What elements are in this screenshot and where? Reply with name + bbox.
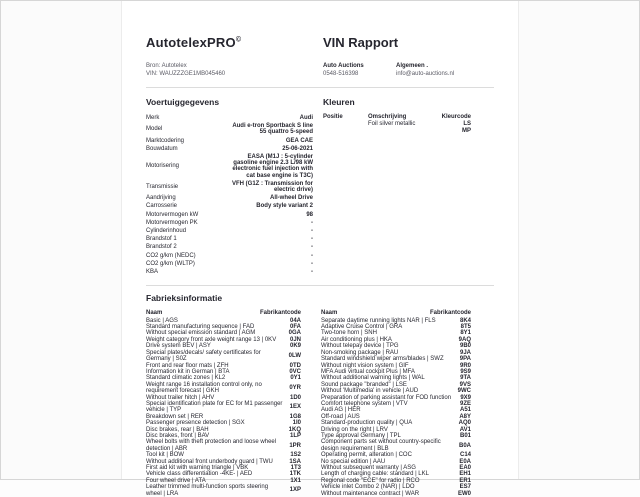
colors-table <box>323 114 471 134</box>
factory-section <box>146 293 494 497</box>
factory-row-naam: Breakdown set | RER <box>146 413 204 420</box>
factory-row-code: AQ0 <box>458 420 471 427</box>
vehicle-row-value: EASA (M1J : 5-cylinder gasoline engine 2.3 L/98 kW electronic fuel injection with cat base engine is T3C) <box>232 154 313 179</box>
factory-row-naam: Without subsequent warranty | ASG <box>321 465 416 472</box>
vehicle-row-label: Model <box>146 126 163 133</box>
factory-row-code: 9ZE <box>459 400 471 407</box>
factory-row-code: 1SA <box>289 458 301 465</box>
factory-row-code: 9JA <box>459 349 471 356</box>
vehicle-row-label: Marktcodering <box>146 137 185 144</box>
vehicle-row <box>146 252 313 260</box>
vehicle-row <box>146 122 313 136</box>
vehicle-row-value: Body style variant 2 <box>256 203 313 210</box>
factory-row-code: EA0 <box>459 465 471 472</box>
factory-right-header <box>321 310 471 316</box>
factory-row-naam: Front and rear floor mats | ZFH <box>146 362 229 369</box>
vehicle-row-label: Bouwdatum <box>146 145 178 152</box>
vehicle-row-value: - <box>311 219 313 226</box>
factory-row-code: 9R0 <box>459 362 471 369</box>
factory-row-naam: Non-smoking package | RAU <box>321 349 399 356</box>
factory-row-code: 0FA <box>289 324 301 331</box>
vehicle-row-value: - <box>311 252 313 259</box>
vehicle-row-label: CO2 g/km (NEDC) <box>146 252 196 259</box>
factory-left-header-code: Fabrikantcode <box>259 310 301 317</box>
factory-row-code: 1TK <box>289 471 301 478</box>
factory-row-code: A8Y <box>459 413 471 420</box>
vehicle-row <box>146 137 313 145</box>
factory-row-code: 9PA <box>459 356 471 363</box>
colors-row-positie <box>323 128 368 134</box>
factory-row-code: 0JN <box>289 336 301 343</box>
vehicle-row <box>146 180 313 194</box>
factory-row-code: B01 <box>459 432 471 439</box>
factory-row-naam: Without trailer hitch | AHV <box>146 394 215 401</box>
colors-row-kleurcode: LS <box>463 121 471 128</box>
factory-row-naam: Component parts set without country-specific design requirement | BLB <box>321 439 441 452</box>
factory-row-naam: Vehicle inlet Combo 2 (NAR) | LDO <box>321 484 415 491</box>
factory-row <box>146 439 301 452</box>
report-header <box>146 35 494 50</box>
colors-row-omschrijving: Foil silver metallic <box>368 121 416 128</box>
section-divider <box>146 285 494 286</box>
factory-row-code: 1KQ <box>288 426 301 433</box>
factory-section-title: Fabrieksinformatie <box>146 293 223 304</box>
factory-row-naam: Without telepay device | TPG <box>321 343 399 350</box>
factory-left-header <box>146 310 301 316</box>
contact-label: Algemeen . <box>396 63 429 69</box>
vehicle-row-label: Merk <box>146 115 160 121</box>
vehicle-row-label: Transmissie <box>146 183 179 190</box>
vehicle-row <box>146 235 313 243</box>
factory-row-code: AV1 <box>459 426 471 433</box>
factory-row-naam: Driving on the right | LRV <box>321 426 388 433</box>
vehicle-row-label: Cylinderinhoud <box>146 228 187 235</box>
factory-row-code: 1T3 <box>290 465 301 472</box>
factory-row-code: B0A <box>458 442 471 449</box>
factory-row-naam: Disc brakes, front | BAV <box>146 432 210 439</box>
company-phone: 0548-516398 <box>323 70 359 77</box>
factory-row-code: 1XP <box>289 487 301 494</box>
factory-row-naam: Four wheel drive | ATA <box>146 477 206 484</box>
factory-row <box>321 491 471 497</box>
factory-row-naam: Information kit in German | BTA <box>146 368 230 375</box>
vehicle-table <box>146 114 313 276</box>
source-label: Bron: Autotelex <box>146 63 187 69</box>
colors-table-header <box>323 114 471 120</box>
factory-row-code: 8Y1 <box>460 330 471 337</box>
factory-table-right <box>321 310 471 497</box>
factory-row <box>146 484 301 497</box>
factory-row-naam: Type approval Germany | TPL <box>321 432 401 439</box>
factory-row-naam: Without maintenance contract | WAR <box>321 490 420 497</box>
factory-row-code: 0GA <box>288 330 301 337</box>
factory-row-naam: Without 'Multimedia' in vehicle | AUD <box>321 388 419 395</box>
vehicle-row-label: Brandstof 1 <box>146 236 177 243</box>
factory-row-naam: Separate daytime running lights NAR | FLS <box>321 317 436 324</box>
factory-row-naam: Weight category front axle weight range 13 | 0KV <box>146 336 277 343</box>
source-block <box>146 63 323 78</box>
vehicle-row-label: Motorvermogen PK <box>146 219 198 226</box>
factory-row-code: 9X9 <box>460 394 471 401</box>
vehicle-row <box>146 145 313 153</box>
vehicle-row <box>146 268 313 276</box>
factory-left-header-naam: Naam <box>146 310 163 317</box>
factory-row-naam: Special identification plate for EC for M1 passenger vehicle | TYP <box>146 400 283 414</box>
factory-row-naam: Drive system BEV | ASY <box>146 343 211 350</box>
factory-row <box>146 350 301 363</box>
vehicle-row-value: Audi e-tron Sportback S line 55 quattro 5-speed <box>232 123 313 136</box>
factory-row-naam: Without additional front underbody guard | TWU <box>146 458 273 465</box>
factory-row-naam: Standard-production quality | QUA <box>321 420 413 427</box>
factory-row-code: 0LW <box>288 352 301 359</box>
colors-row-kleurcode: MP <box>462 127 471 134</box>
factory-row-naam: First aid kit with warning triangle | VBK <box>146 465 249 472</box>
factory-row-code: 9AQ <box>458 336 471 343</box>
vehicle-row-label: Motorvermogen kW <box>146 211 199 218</box>
factory-row-code: 0VC <box>289 368 301 375</box>
factory-row-naam: Disc brakes, rear | BAH <box>146 426 209 433</box>
factory-row-code: 0K9 <box>289 343 301 350</box>
vehicle-row <box>146 219 313 227</box>
company-block <box>323 63 396 78</box>
brand-title <box>146 35 323 50</box>
company-name: Auto Auctions <box>323 63 364 69</box>
factory-row-code: 0Y1 <box>290 375 301 382</box>
report-page <box>121 1 519 497</box>
factory-row-naam: Without additional warning lights | WAL <box>321 375 425 382</box>
factory-row-code: E0A <box>459 458 471 465</box>
factory-row-code: 9B0 <box>459 343 471 350</box>
factory-row-code: 0TD <box>289 362 301 369</box>
vehicle-row-value: - <box>311 269 313 276</box>
factory-row-naam: Sound package "branded" | LSE <box>321 381 407 388</box>
factory-row-naam: Preparation of parking assistant for FOD function <box>321 394 452 401</box>
factory-row-code: A51 <box>459 407 471 414</box>
vehicle-colors-section <box>146 95 494 276</box>
factory-row-code: 04A <box>289 317 301 324</box>
factory-row-code: 1PR <box>289 442 301 449</box>
factory-row-code: C14 <box>459 452 471 459</box>
vehicle-row-value: - <box>311 236 313 243</box>
contact-email: info@auto-auctions.nl <box>396 70 455 77</box>
vin-label: VIN: WAUZZZGE1MB045460 <box>146 70 226 77</box>
vehicle-row-label: Brandstof 2 <box>146 244 177 251</box>
colors-table-body <box>323 121 471 134</box>
colors-section <box>323 95 471 134</box>
vehicle-row-label: CO2 g/km (WLTP) <box>146 260 195 267</box>
factory-row-naam: Basic | AGS <box>146 317 178 324</box>
factory-row <box>146 382 301 395</box>
vehicle-row-value: 25-06-2021 <box>282 145 313 152</box>
factory-row <box>146 401 301 414</box>
factory-row-naam: Adaptive Cruise Control | GRA <box>321 324 403 331</box>
vehicle-row-value: VFH (G1Z : Transmission for electric drive) <box>231 180 313 194</box>
colors-row-omschrijving <box>368 128 431 134</box>
factory-row-code: 1LP <box>289 432 301 439</box>
vehicle-row-value: - <box>311 244 313 251</box>
factory-row-code: 9VS <box>459 381 471 388</box>
factory-row-naam: Special plates/decals/ safety certificates for Germany | S0Z <box>146 349 261 363</box>
factory-row-naam: Comfort telephone system | VTV <box>321 400 408 407</box>
vehicle-row-value: - <box>311 260 313 267</box>
factory-row-code: 1EX <box>289 404 301 411</box>
vehicle-section-title: Voertuiggegevens <box>146 97 220 107</box>
factory-row-naam: MFA Audi virtual cockpit Plus | MFA <box>321 368 415 375</box>
factory-row-code: EH1 <box>459 471 471 478</box>
factory-row-naam: Regional code "ECE" for radio | RCO <box>321 477 420 484</box>
colors-section-title: Kleuren <box>323 97 355 107</box>
vehicle-row <box>146 153 313 180</box>
factory-row-naam: No special edition | AAU <box>321 458 386 465</box>
factory-row-code: 0YR <box>289 384 301 391</box>
vehicle-row <box>146 260 313 268</box>
factory-row <box>321 439 471 452</box>
factory-right-header-naam: Naam <box>321 310 338 317</box>
vehicle-row-label: Aandrijving <box>146 195 176 202</box>
factory-row-naam: Weight range 16 installation control only, no requirement forecast | GKH <box>146 381 262 395</box>
factory-row-naam: Standard windshield wiper arms/blades | SWZ <box>321 356 444 363</box>
vehicle-row-label: KBA <box>146 269 159 276</box>
factory-row-naam: Two-tone horn | SNH <box>321 330 377 337</box>
report-title: VIN Rapport <box>323 35 399 50</box>
factory-right-body <box>321 318 471 497</box>
vehicle-row <box>146 202 313 210</box>
factory-right-header-code: Fabrikantcode <box>429 310 471 317</box>
factory-row-naam: Wheel bolts with theft protection and loose wheel detection | ABR <box>146 439 277 452</box>
factory-row-code: EW0 <box>457 490 471 497</box>
colors-header-kleurcode: Kleurcode <box>441 114 471 120</box>
vehicle-row-value: 98 <box>306 211 313 218</box>
factory-row-code: 1I0 <box>292 420 301 427</box>
factory-row-naam: Operating permit, alteration | COC <box>321 452 412 459</box>
factory-row-naam: Tool kit | BOW <box>146 452 184 459</box>
factory-row-code: 1G8 <box>289 413 301 420</box>
factory-left-body <box>146 318 301 497</box>
factory-row-code: 8T5 <box>460 324 471 331</box>
header-meta <box>146 63 494 78</box>
factory-tables <box>146 310 494 497</box>
vehicle-row-value: GEA CAE <box>285 137 313 144</box>
factory-row-naam: Vehicle class differentiation -4KE- | AED <box>146 471 253 478</box>
factory-row-code: 9WC <box>457 388 471 395</box>
factory-row-code: 1S2 <box>290 452 301 459</box>
colors-header-omschrijving: Omschrijving <box>368 114 407 120</box>
colors-row <box>323 128 471 134</box>
factory-row-naam: Off-road | AUS <box>321 413 360 420</box>
copyright-mark: © <box>235 36 242 44</box>
contact-block <box>396 63 494 78</box>
factory-row-code: 9S9 <box>460 368 471 375</box>
factory-row-naam: Without night vision system | GIF <box>321 362 409 369</box>
factory-table-left <box>146 310 301 497</box>
vehicle-row-label: Motorisering <box>146 163 180 170</box>
factory-row-code: 8K4 <box>459 317 471 324</box>
factory-row-naam: Leather trimmed multi-function sports steering wheel | LRA <box>146 484 269 497</box>
vehicle-row-value: - <box>311 228 313 235</box>
factory-row-naam: Air conditioning plus | HKA <box>321 336 392 343</box>
vehicle-row <box>146 227 313 235</box>
vehicle-row <box>146 243 313 251</box>
vehicle-row-value: Audi <box>299 115 313 121</box>
factory-row-code: ER1 <box>459 477 471 484</box>
factory-row-naam: Audi AG | HER <box>321 407 361 414</box>
colors-header-positie: Positie <box>323 114 343 120</box>
header-divider <box>146 87 494 88</box>
vehicle-row-label: Carrosserie <box>146 203 178 210</box>
factory-row-naam: Standard manufacturing sequence | FAD <box>146 324 255 331</box>
brand-name: AutotelexPRO <box>146 35 236 50</box>
factory-row-naam: Standard climatic zones | KL2 <box>146 375 226 382</box>
factory-row-code: 9TA <box>460 375 471 382</box>
vehicle-row <box>146 194 313 202</box>
factory-row-code: ES7 <box>459 484 471 491</box>
factory-row-naam: Without special emission standard | AGM <box>146 330 256 337</box>
vehicle-data-section <box>146 95 313 276</box>
factory-row-naam: Passenger presence detection | SGX <box>146 420 245 427</box>
factory-row-code: 1D0 <box>289 394 301 401</box>
vehicle-row <box>146 211 313 219</box>
vehicle-row <box>146 114 313 122</box>
factory-row-naam: Length of charging cable: standard | LKL <box>321 471 429 478</box>
factory-row-code: 1X1 <box>290 477 301 484</box>
vehicle-row-value: All-wheel Drive <box>269 195 313 202</box>
